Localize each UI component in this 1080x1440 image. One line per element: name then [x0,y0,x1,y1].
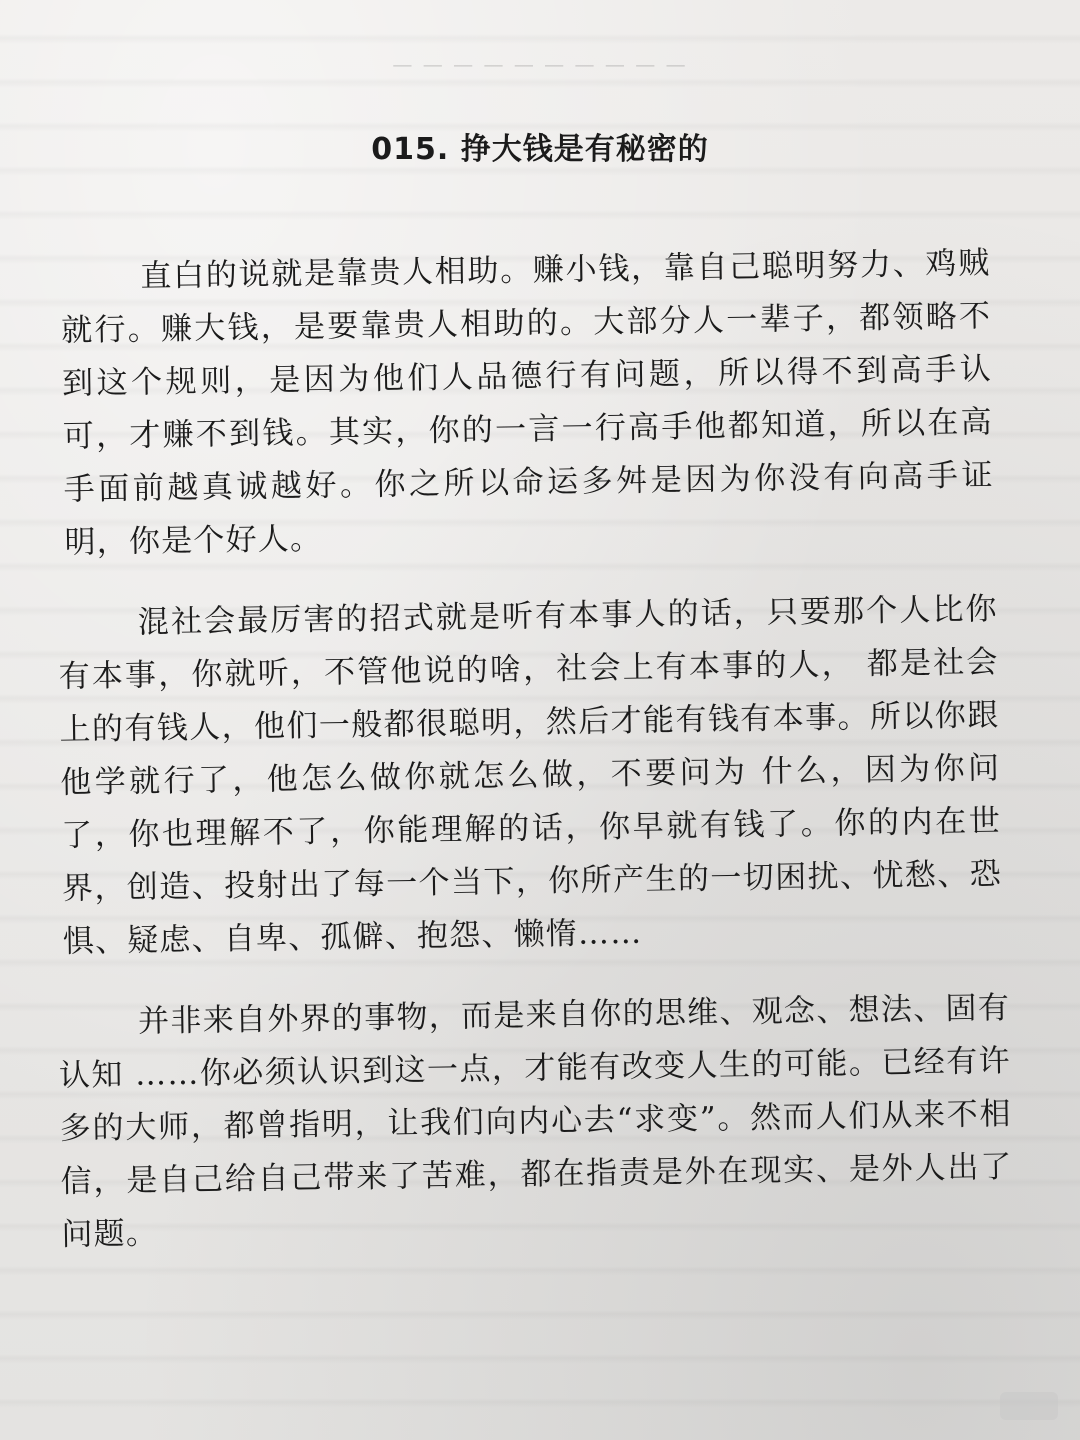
paragraph-2: 混社会最厉害的招式就是听有本事人的话，只要那个人比你有本事，你就听，不管他说的啥，社会上有本事的人， 都是社会上的有钱人，他们一般都很聪明，然后才能有钱有本事。所以你跟他学就行了，他怎么做你就怎么做，不要问为 什么，因为你问了，你也理解不了，你能理解的话，你早就有钱了。你的内在世界，创造、投射出了每一个当下，你所产生的一切困扰、忧愁、恐惧、疑虑、自卑、孤僻、抱怨、懒惰…… [58,591,1003,960]
body-text [46,237,1022,1290]
page-title: 015. 挣大钱是有秘密的 [371,132,709,167]
paragraph-1: 直白的说就是靠贵人相助。赚小钱，靠自己聪明努力、鸡贼就行。赚大钱，是要靠贵人相助的。大部分人一辈子，都领略不到这个规则，是因为他们人品德行有问题，所以得不到高手认可，才赚不到钱。其实，你的一言一行高手他都知道，所以在高手面前越真诚越好。你之所以命运多舛是因为你没有向高手证明，你是个好人。 [60,245,994,561]
faint-running-head: — — — — — — — — — — [392,52,688,76]
paragraph-3: 并非来自外界的事物，而是来自你的思维、观念、想法、固有认知 ……你必须认识到这一点，才能有改变人生的可能。已经有许多的大师，都曾指明，让我们向内心去“求变”。然而人们从来不相信，是自己给自己带来了苦难，都在指责是外在现实、是外人出了问题。 [58,989,1013,1253]
watermark-logo [1000,1392,1058,1420]
